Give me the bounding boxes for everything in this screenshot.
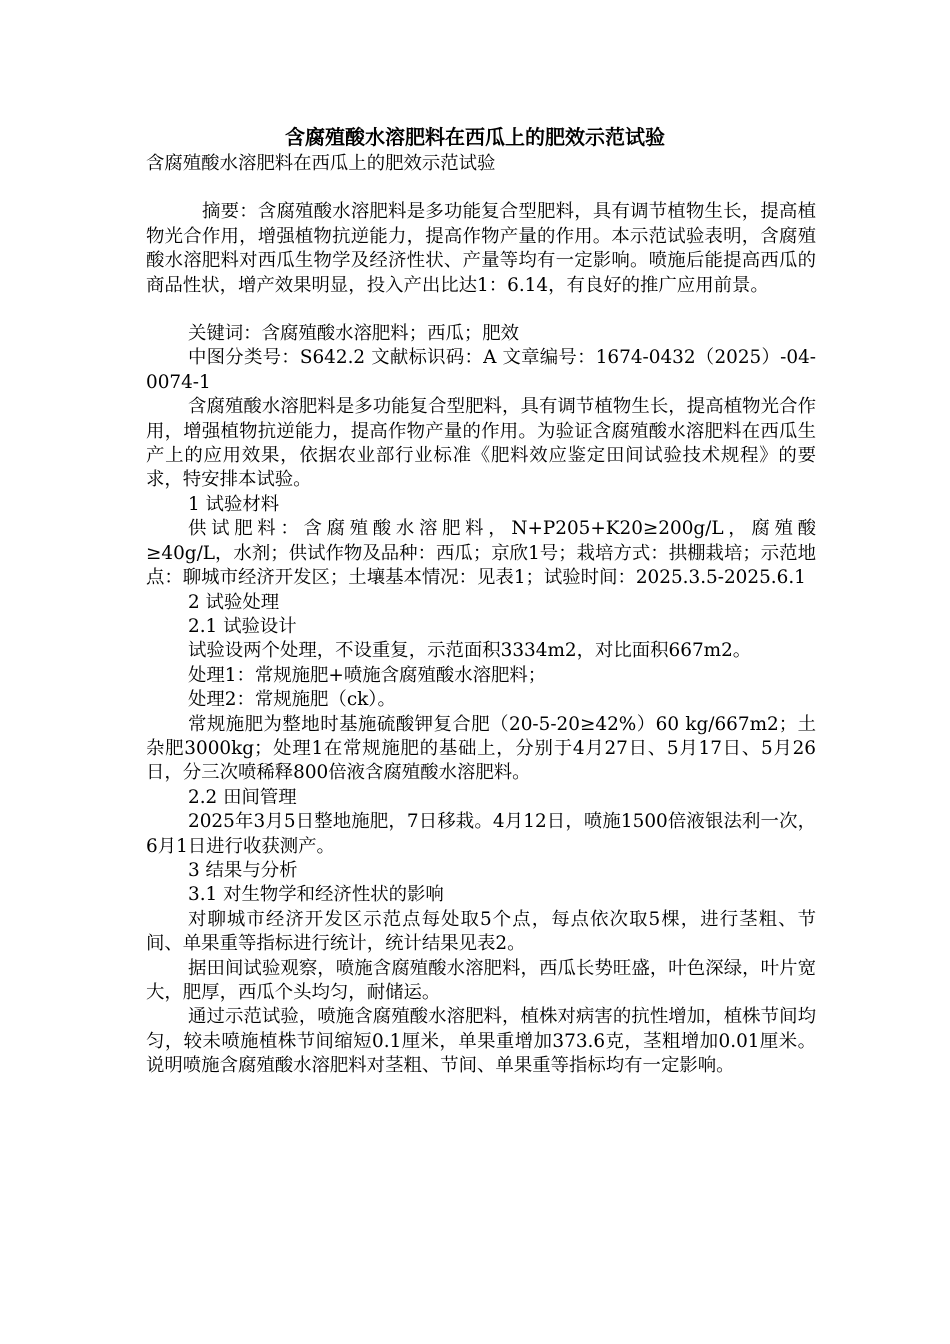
subsection-heading: 2.2 田间管理 — [188, 786, 297, 808]
classification-line: 中图分类号：S642.2 文献标识码：A 文章编号：1674-0432（2025）-04-0074-1 — [146, 347, 816, 393]
results-paragraph: 对聊城市经济开发区示范点每处取5个点，每点依次取5棵，进行茎粗、节间、单果重等指标进行统计，统计结果见表2。 — [146, 908, 816, 955]
treatment-1-line: 处理1：常规施肥+喷施含腐殖酸水溶肥料； — [188, 664, 547, 686]
spacer — [146, 176, 816, 200]
document-body — [146, 152, 816, 1079]
fertilization-paragraph: 常规施肥为整地时基施硫酸钾复合肥（20-5-20≥42%）60 kg/667m2；土杂肥3000kg；处理1在常规施肥的基础上，分别于4月27日、5月17日、5月26日，分三次喷稀释800倍液含腐殖酸水溶肥料。 — [146, 713, 816, 784]
section-heading: 1 试验材料 — [188, 493, 280, 515]
field-management-paragraph: 2025年3月5日整地施肥，7日移栽。4月12日，喷施1500倍液银法利一次，6月1日进行收获测产。 — [146, 811, 816, 857]
abstract-paragraph: 摘要：含腐殖酸水溶肥料是多功能复合型肥料，具有调节植物生长，提高植物光合作用，增强植物抗逆能力，提高作物产量的作用。本示范试验表明，含腐殖酸水溶肥料对西瓜生物学及经济性状、产量等均有一定影响。喷施后能提高西瓜的商品性状，增产效果明显，投入产出比达1：6.14，有良好的推广应用前景。 — [146, 201, 816, 296]
spacer — [146, 298, 816, 322]
intro-paragraph: 含腐殖酸水溶肥料是多功能复合型肥料，具有调节植物生长，提高植物光合作用，增强植物抗逆能力，提高作物产量的作用。为验证含腐殖酸水溶肥料在西瓜生产上的应用效果，依据农业部行业标准《肥料效应鉴定田间试验技术规程》的要求，特安排本试验。 — [146, 396, 816, 491]
keywords-line: 关键词：含腐殖酸水溶肥料；西瓜；肥效 — [188, 323, 520, 345]
materials-paragraph: 供试肥料：含腐殖酸水溶肥料，N+P205+K20≥200g/L，腐殖酸≥40g/L，水剂；供试作物及品种：西瓜；京欣1号；栽培方式：拱棚栽培；示范地点：聊城市经济开发区；土壤基本情况：见表1；试验时间：2025.3.5-2025.6.1 — [146, 518, 816, 589]
section-heading: 2 试验处理 — [188, 591, 280, 613]
results-paragraph: 据田间试验观察，喷施含腐殖酸水溶肥料，西瓜长势旺盛，叶色深绿，叶片宽大，肥厚，西瓜个头均匀，耐储运。 — [146, 957, 816, 1003]
treatment-2-line: 处理2：常规施肥（ck）。 — [188, 689, 396, 711]
section-heading: 3 结果与分析 — [188, 859, 298, 881]
results-paragraph: 通过示范试验，喷施含腐殖酸水溶肥料，植株对病害的抗性增加，植株节间均匀，较未喷施植株节间缩短0.1厘米，单果重增加373.6克，茎粗增加0.01厘米。说明喷施含腐殖酸水溶肥料对茎粗、节间、单果重等指标均有一定影响。 — [146, 1006, 816, 1077]
document-title: 含腐殖酸水溶肥料在西瓜上的肥效示范试验 — [285, 125, 665, 149]
subsection-heading: 3.1 对生物学和经济性状的影响 — [188, 884, 444, 906]
design-paragraph: 试验设两个处理，不设重复，示范面积3334m2，对比面积667m2。 — [188, 640, 752, 662]
document-subtitle: 含腐殖酸水溶肥料在西瓜上的肥效示范试验 — [146, 153, 496, 174]
subsection-heading: 2.1 试验设计 — [188, 615, 297, 637]
